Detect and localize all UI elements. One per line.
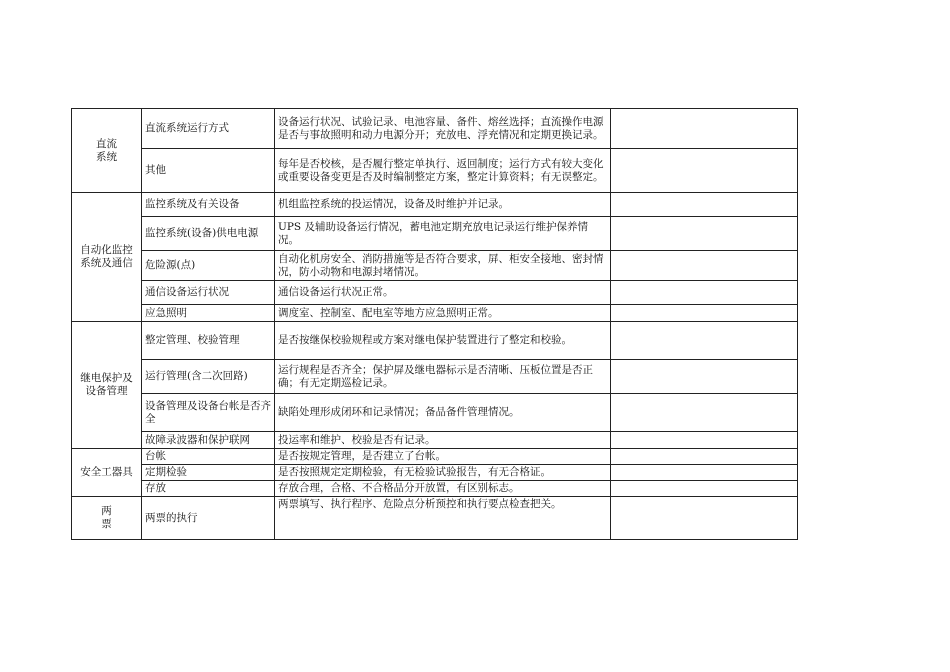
remarks-cell [611,322,798,360]
category-label: 安全工器具 [80,466,133,479]
content-cell: 调度室、控制室、配电室等地方应急照明正常。 [275,305,611,322]
category-cell [72,109,142,193]
item-cell: 台帐 [142,449,275,465]
content-cell: 是否按照规定定期检验，有无检验试验报告，有无合格证。 [275,465,611,481]
table-row [72,497,798,540]
remarks-cell [611,497,798,540]
remarks-cell [611,109,798,149]
item-cell: 应急照明 [142,305,275,322]
item-cell: 存放 [142,481,275,497]
category-label: 自动化监控系统及通信 [80,244,133,269]
content-cell: UPS 及辅助设备运行情况，蓄电池定期充放电记录运行维护保养情况。 [275,217,611,251]
category-cell [72,322,142,449]
table-row [72,251,798,281]
remarks-cell [611,305,798,322]
content-cell: 两票填写、执行程序、危险点分析预控和执行要点检查把关。 [275,497,611,540]
item-cell: 直流系统运行方式 [142,109,275,149]
remarks-cell [611,465,798,481]
category-cell [72,497,142,540]
item-cell: 定期检验 [142,465,275,481]
remarks-cell [611,360,798,394]
table-row [72,360,798,394]
category-label: 直流 系统 [96,137,117,163]
item-cell: 危险源(点) [142,251,275,281]
remarks-cell [611,193,798,217]
item-cell: 整定管理、校验管理 [142,322,275,360]
content-cell: 是否按规定管理，是否建立了台帐。 [275,449,611,465]
item-cell: 其他 [142,149,275,193]
table-row [72,432,798,449]
table-row [72,149,798,193]
remarks-cell [611,449,798,465]
content-cell: 是否按继保校验规程或方案对继电保护装置进行了整定和校验。 [275,322,611,360]
remarks-cell [611,251,798,281]
remarks-cell [611,481,798,497]
inspection-table [71,108,798,540]
content-cell: 自动化机房安全、消防措施等是否符合要求，屏、柜安全接地、密封情况，防小动物和电源封堵情况。 [275,251,611,281]
category-label: 两 票 [101,505,112,530]
content-cell: 投运率和维护、校验是否有记录。 [275,432,611,449]
category-cell [72,193,142,322]
item-cell: 运行管理(含二次回路) [142,360,275,394]
content-cell: 通信设备运行状况正常。 [275,281,611,305]
table-row [72,281,798,305]
item-cell: 两票的执行 [142,497,275,540]
table-row [72,481,798,497]
remarks-cell [611,281,798,305]
content-cell: 存放合理，合格、不合格品分开放置，有区别标志。 [275,481,611,497]
content-cell: 机组监控系统的投运情况，设备及时维护并记录。 [275,193,611,217]
remarks-cell [611,217,798,251]
category-cell [72,449,142,497]
remarks-cell [611,149,798,193]
content-cell: 缺陷处理形成闭环和记录情况；备品备件管理情况。 [275,394,611,432]
table-row [72,394,798,432]
table-row [72,305,798,322]
item-cell: 设备管理及设备台帐是否齐全 [142,394,275,432]
remarks-cell [611,432,798,449]
content-cell: 设备运行状况、试验记录、电池容量、备件、熔丝选择；直流操作电源是否与事故照明和动力电源分开；充放电、浮充情况和定期更换记录。 [275,109,611,149]
item-cell: 监控系统及有关设备 [142,193,275,217]
content-cell: 运行规程是否齐全；保护屏及继电器标示是否清晰、压板位置是否正确；有无定期巡检记录。 [275,360,611,394]
item-cell: 通信设备运行状况 [142,281,275,305]
remarks-cell [611,394,798,432]
table-row [72,217,798,251]
item-cell: 故障录波器和保护联网 [142,432,275,449]
category-label: 继电保护及设备管理 [80,372,133,397]
item-cell: 监控系统(设备)供电电源 [142,217,275,251]
content-cell: 每年是否校核，是否履行整定单执行、返回制度；运行方式有较大变化或重要设备变更是否及时编制整定方案，整定计算资料；有无误整定。 [275,149,611,193]
table-row [72,449,798,465]
table-row [72,193,798,217]
table-row [72,109,798,149]
table-row [72,465,798,481]
table-row [72,322,798,360]
